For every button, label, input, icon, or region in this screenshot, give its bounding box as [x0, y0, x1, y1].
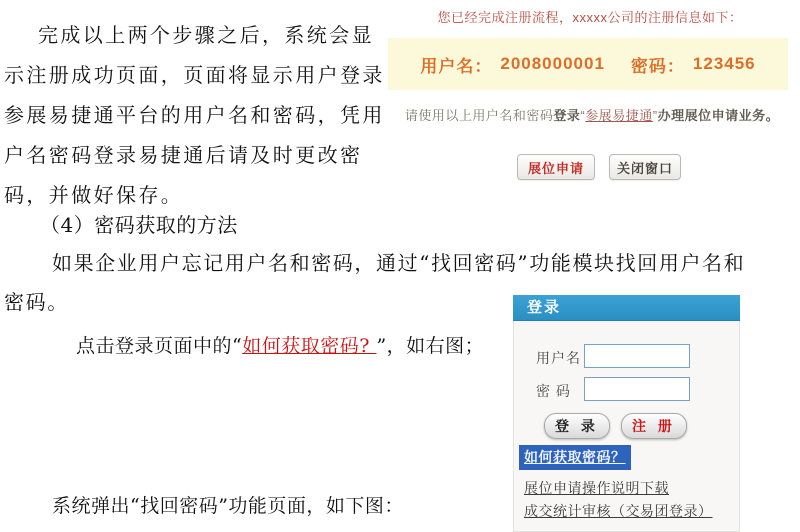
login-panel [513, 295, 740, 532]
login-username-label: 用户名 [536, 350, 581, 366]
booth-apply-button[interactable]: 展位申请 [517, 154, 595, 180]
username-value: 2008000001 [500, 54, 605, 73]
doc-heading-4: （4）密码获取的方法 [40, 213, 238, 237]
password-value: 123456 [692, 54, 756, 73]
doc-paragraph1-line2: 示注册成功页面，页面将显示用户登录 [4, 63, 385, 87]
how-to-get-password-inline-link[interactable]: 如何获取密码? [242, 335, 377, 357]
doc-paragraph1-line4: 户名密码登录易捷通后请及时更改密 [4, 143, 363, 167]
credentials-band [388, 38, 788, 90]
login-username-input[interactable] [584, 344, 690, 368]
doc-paragraph4: 系统弹出“找回密码”功能页面，如下图： [52, 495, 404, 517]
doc-paragraph1-line1: 完成以上两个步骤之后，系统会显 [38, 23, 374, 47]
registration-notice: 您已经完成注册流程，xxxxx公司的注册信息如下： [437, 10, 743, 25]
login-panel-title: 登录 [513, 295, 740, 321]
login-button[interactable]: 登 录 [544, 413, 610, 439]
how-to-get-password-link[interactable]: 如何获取密码？ [519, 445, 631, 470]
booth-apply-guide-download-link[interactable]: 展位申请操作说明下载 [524, 480, 669, 496]
transaction-statistics-audit-link[interactable]: 成交统计审核（交易团登录） [524, 503, 713, 519]
registration-instruction: 请使用以上用户名和密码登录“参展易捷通”办理展位申请业务。 [404, 108, 780, 123]
doc-paragraph3-suffix: ”，如右图； [376, 335, 485, 357]
password-row [514, 377, 739, 403]
doc-paragraph3 [76, 335, 484, 357]
password-label: 密码： [630, 56, 685, 76]
close-window-button[interactable]: 关闭窗口 [609, 154, 681, 180]
doc-paragraph1-line3: 参展易捷通平台的用户名和密码，凭用 [4, 103, 385, 127]
login-password-input[interactable] [584, 377, 690, 401]
doc-paragraph2-line1: 如果企业用户忘记用户名和密码，通过“找回密码”功能模块找回用户名和 [52, 251, 746, 275]
register-button[interactable]: 注 册 [621, 413, 687, 439]
username-label: 用户名： [420, 56, 493, 76]
doc-paragraph3-prefix: 点击登录页面中的“ [76, 335, 243, 357]
doc-paragraph1-line5: 码，并做好保存。 [4, 183, 184, 207]
doc-paragraph2-line2: 密码。 [4, 290, 69, 314]
login-password-label: 密 码 [536, 383, 571, 399]
username-row [514, 344, 739, 370]
yijietong-link[interactable]: 参展易捷通 [585, 108, 653, 123]
